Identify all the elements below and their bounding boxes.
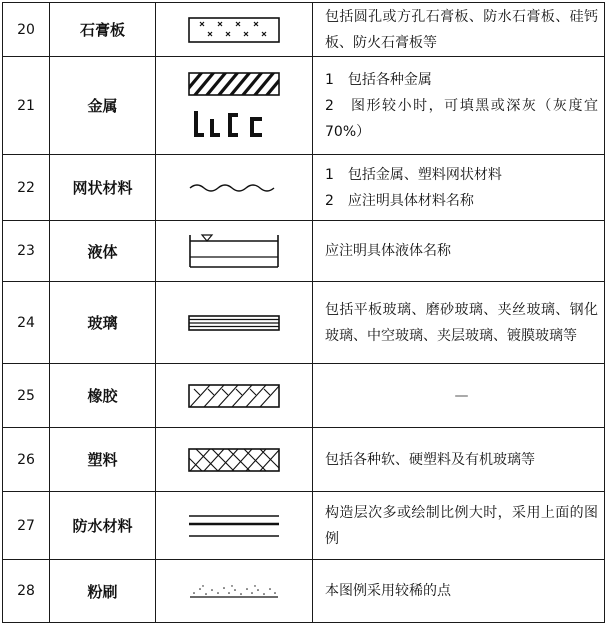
row-number: 23 <box>3 221 50 282</box>
table-row <box>3 221 605 282</box>
table-row <box>3 492 605 560</box>
table-row <box>3 155 605 221</box>
waterproof-material-icon <box>188 512 280 540</box>
row-number: 21 <box>3 57 50 155</box>
description-line: 包括平板玻璃、磨砂玻璃、夹丝玻璃、钢化玻璃、中空玻璃、夹层玻璃、镀膜玻璃等 <box>325 301 598 344</box>
material-name: 金属 <box>50 57 156 155</box>
description-line: 构造层次多或绘制比例大时，采用上面的图例 <box>325 504 598 547</box>
description-line: 2 应注明具体材料名称 <box>325 192 474 209</box>
description-line: 1 包括金属、塑料网状材料 <box>325 166 502 183</box>
table-row <box>3 282 605 364</box>
row-number: 26 <box>3 428 50 492</box>
material-name: 玻璃 <box>50 282 156 364</box>
description-line: 包括圆孔或方孔石膏板、防水石膏板、硅钙板、防火石膏板等 <box>325 8 598 51</box>
row-number: 22 <box>3 155 50 221</box>
plaster-icon <box>188 581 280 601</box>
material-name: 粉刷 <box>50 560 156 623</box>
description-line: 2 图形较小时，可填黑或深灰（灰度宜70%） <box>325 97 598 140</box>
material-name: 液体 <box>50 221 156 282</box>
table-row <box>3 57 605 155</box>
material-name: 网状材料 <box>50 155 156 221</box>
material-name: 石膏板 <box>50 3 156 57</box>
metal-icon <box>188 71 280 141</box>
gypsum-board-icon <box>188 15 280 45</box>
glass-icon <box>188 315 280 331</box>
material-name: 防水材料 <box>50 492 156 560</box>
row-number: 27 <box>3 492 50 560</box>
rubber-icon <box>188 383 280 409</box>
description-line: 1 包括各种金属 <box>325 71 432 88</box>
material-name: 橡胶 <box>50 364 156 428</box>
plastic-icon <box>188 447 280 473</box>
row-number: 20 <box>3 3 50 57</box>
description-line: 应注明具体液体名称 <box>325 243 451 259</box>
row-number: 25 <box>3 364 50 428</box>
description-line: 包括各种软、硬塑料及有机玻璃等 <box>325 451 535 468</box>
table-row <box>3 428 605 492</box>
description-line: 本图例采用较稀的点 <box>325 583 451 599</box>
row-number: 28 <box>3 560 50 623</box>
mesh-material-icon <box>188 178 280 198</box>
material-legend-table <box>2 2 605 623</box>
liquid-icon <box>188 231 280 271</box>
table-row <box>3 3 605 57</box>
table-row <box>3 364 605 428</box>
table-row <box>3 560 605 623</box>
material-name: 塑料 <box>50 428 156 492</box>
description-line: — <box>454 387 469 404</box>
row-number: 24 <box>3 282 50 364</box>
